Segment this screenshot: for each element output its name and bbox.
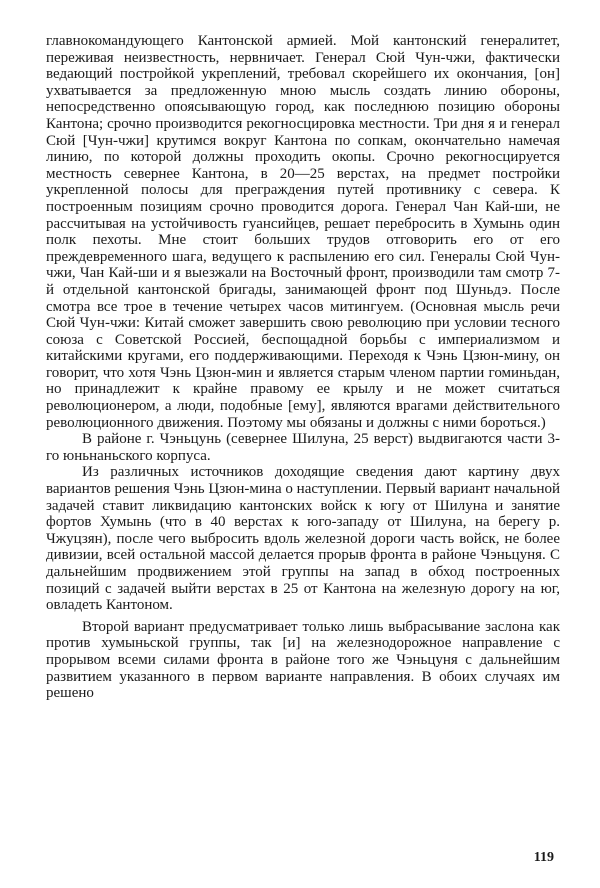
page-number: 119 <box>533 850 554 865</box>
paragraph-3: Из различных источников доходящие сведения дают картину двух вариантов решения Чэнь Цзюн-мина о наступлении. Первый вариант начальной задачей ставит ликвидацию кантонских войск к югу от Шилуна и занятие фортов Хумынь (что в 40 верстах к юго-западу от Шилуна, на берегу р. Чжуцзян), после чего выбросить вдоль железной дороги часть войск, не более дивизии, всей остальной массой делается прорыв фронта в районе Чэньцуня. С дальнейшим продвижением этой группы на запад в обход построенных позиций с задачей выйти верстах в 25 от Кантона на железную дорогу на юг, овладеть Кантоном. <box>46 464 560 614</box>
page-body <box>46 33 560 702</box>
paragraph-1: главнокомандующего Кантонской армией. Мой кантонский генералитет, переживая неизвестность, нервничает. Генерал Сюй Чун-чжи, фактически ведающий постройкой укреплений, требовал скорейшего их окончания, [он] ухватывается за предложенную мною мысль создать линию обороны, непосредственно опоясывающую город, как последнюю позицию обороны Кантона; срочно производится рекогносцировка местности. Три дня я и генерал Сюй [Чун-чжи] крутимся вокруг Кантона по сопкам, окончательно намечая линию, по которой должны проходить окопы. Срочно рекогносцируется местность севернее Кантона, в 20—25 верстах, на предмет постройки укрепленной полосы для преграждения путей противнику с севера. К построенным позициям срочно проводится дорога. Генерал Чан Кай-ши, не рассчитывая на устойчивость гуансийцев, решает перебросить в Хумынь один полк пехоты. Мне стоит больших трудов отговорить его от его преждевременного шага, ведущего к распылению его сил. Генералы Сюй Чун-чжи, Чан Кай-ши и я выезжали на Восточный фронт, производили там смотр 7-й отдельной кантонской бригады, занимающей фронт под Шуньдэ. После смотра все трое в течение четырех часов митингуем. (Основная мысль речи Сюй Чун-чжи: Китай сможет завершить свою революцию при условии тесного союза с Советской Россией, беспощадной борьбы с империализмом и китайскими кругами, его поддерживающими. Переходя к Чэнь Цзюн-мину, он говорит, что хотя Чэнь Цзюн-мин и является старым членом партии гоминьдан, но принадлежит к крайне правому ее крылу и не может считаться революционером, а люди, подобные [ему], являются врагами действительного революционного движения. Поэтому мы обязаны и должны с ними бороться.) <box>46 33 560 431</box>
paragraph-4: Второй вариант предусматривает только лишь выбрасывание заслона как против хумыньской группы, так [и] на железнодорожное направление с прорывом всеми силами фронта в районе того же Чэньцуня с дальнейшим развитием указанного в первом варианте направления. В обоих случаях им решено <box>46 618 560 702</box>
paragraph-2: В районе г. Чэньцунь (севернее Шилуна, 25 верст) выдвигаются части 3-го юньнаньского корпуса. <box>46 431 560 464</box>
